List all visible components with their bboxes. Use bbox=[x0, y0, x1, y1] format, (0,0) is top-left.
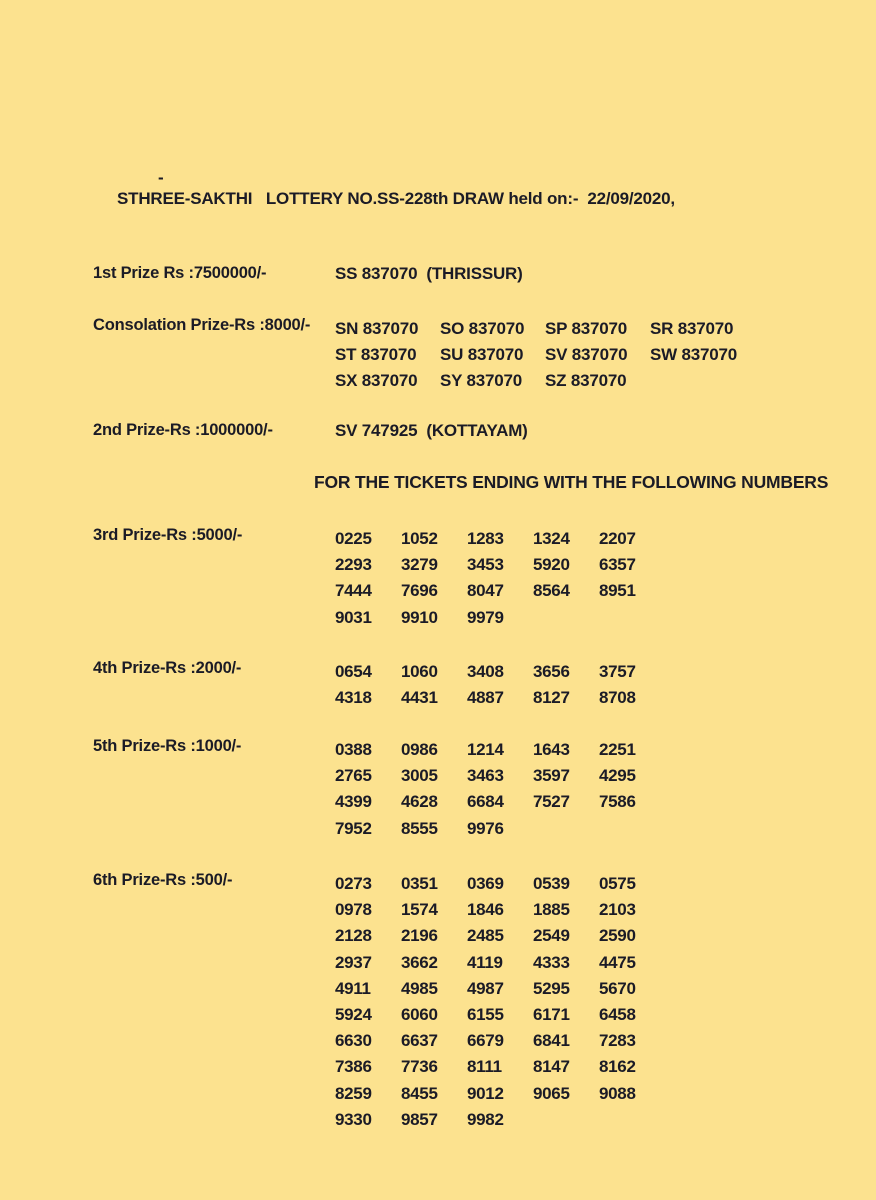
ticket-ending-number: 7444 bbox=[335, 581, 372, 601]
ticket-ending-number: 2937 bbox=[335, 952, 372, 972]
ticket-ending-number: 8455 bbox=[401, 1083, 438, 1103]
ticket-ending-number: 2293 bbox=[335, 555, 372, 575]
ticket-ending-number: 1885 bbox=[533, 900, 570, 920]
ticket-ending-number: 9857 bbox=[401, 1109, 438, 1129]
ticket-ending-number: 6155 bbox=[467, 1005, 504, 1025]
first-prize-label: 1st Prize Rs :7500000/- bbox=[93, 264, 267, 282]
ending-prize-numbers-grid bbox=[335, 737, 665, 842]
ticket-ending-number: 9982 bbox=[467, 1109, 504, 1129]
ticket-ending-number: 4987 bbox=[467, 978, 504, 998]
ticket-ending-number: 0369 bbox=[467, 874, 504, 893]
consolation-ticket-number: SV 837070 bbox=[545, 345, 628, 365]
ticket-ending-number: 8111 bbox=[467, 1057, 502, 1077]
ending-prize-numbers-grid bbox=[335, 526, 665, 631]
ticket-ending-number: 0539 bbox=[533, 874, 570, 893]
ticket-ending-number: 3408 bbox=[467, 662, 504, 681]
ticket-ending-number: 9012 bbox=[467, 1083, 504, 1103]
ticket-ending-number: 0654 bbox=[335, 662, 372, 681]
ticket-ending-number: 3757 bbox=[599, 662, 636, 681]
ticket-ending-number: 2590 bbox=[599, 926, 636, 946]
ticket-ending-number: 0388 bbox=[335, 740, 372, 759]
ticket-ending-number: 2549 bbox=[533, 926, 570, 946]
ticket-ending-number: 3463 bbox=[467, 766, 504, 786]
consolation-ticket-number: SR 837070 bbox=[650, 319, 734, 338]
ticket-ending-number: 4911 bbox=[335, 978, 371, 998]
ticket-ending-number: 7386 bbox=[335, 1057, 372, 1077]
consolation-ticket-number: SU 837070 bbox=[440, 345, 524, 365]
ticket-ending-number: 4333 bbox=[533, 952, 570, 972]
ticket-ending-number: 2251 bbox=[599, 740, 636, 759]
ticket-ending-number: 6171 bbox=[533, 1005, 570, 1025]
consolation-ticket-number: SY 837070 bbox=[440, 371, 523, 391]
ticket-ending-number: 6679 bbox=[467, 1031, 504, 1051]
ticket-ending-number: 1324 bbox=[533, 529, 570, 548]
ticket-ending-number: 9330 bbox=[335, 1109, 372, 1129]
consolation-winners-grid bbox=[335, 316, 755, 395]
ticket-ending-number: 6637 bbox=[401, 1031, 438, 1051]
ticket-ending-number: 1052 bbox=[401, 529, 438, 548]
ticket-ending-number: 2103 bbox=[599, 900, 636, 920]
ticket-ending-number: 2485 bbox=[467, 926, 504, 946]
ticket-ending-number: 9976 bbox=[467, 818, 504, 838]
ticket-ending-number: 7527 bbox=[533, 792, 570, 812]
ticket-ending-number: 5924 bbox=[335, 1005, 372, 1025]
ticket-ending-number: 3662 bbox=[401, 952, 438, 972]
ticket-ending-number: 1283 bbox=[467, 529, 504, 548]
ticket-ending-number: 8147 bbox=[533, 1057, 570, 1077]
ticket-ending-number: 4985 bbox=[401, 978, 438, 998]
ticket-ending-number: 9031 bbox=[335, 607, 372, 627]
ticket-ending-number: 3279 bbox=[401, 555, 438, 575]
ticket-ending-number: 4295 bbox=[599, 766, 636, 786]
ticket-ending-number: 8951 bbox=[599, 581, 636, 601]
ticket-ending-number: 5920 bbox=[533, 555, 570, 575]
ticket-ending-number: 6458 bbox=[599, 1005, 636, 1025]
ticket-ending-number: 6684 bbox=[467, 792, 504, 812]
ticket-ending-number: 7736 bbox=[401, 1057, 438, 1077]
ticket-ending-number: 3597 bbox=[533, 766, 570, 786]
ticket-ending-number: 8047 bbox=[467, 581, 504, 601]
ticket-ending-number: 5295 bbox=[533, 978, 570, 998]
ticket-ending-number: 1643 bbox=[533, 740, 570, 759]
ticket-ending-number: 0225 bbox=[335, 529, 372, 548]
consolation-ticket-number: SX 837070 bbox=[335, 371, 418, 391]
ending-prize-label: 4th Prize-Rs :2000/- bbox=[93, 659, 242, 677]
ticket-ending-number: 6630 bbox=[335, 1031, 372, 1051]
first-prize-winner: SS 837070 (THRISSUR) bbox=[335, 264, 523, 283]
ticket-ending-number: 1574 bbox=[401, 900, 438, 920]
ending-prize-label: 5th Prize-Rs :1000/- bbox=[93, 737, 242, 755]
ticket-ending-number: 9910 bbox=[401, 607, 438, 627]
consolation-ticket-number: SP 837070 bbox=[545, 319, 628, 338]
ticket-ending-number: 9065 bbox=[533, 1083, 570, 1103]
ending-prize-numbers-grid bbox=[335, 659, 665, 711]
ticket-ending-number: 3005 bbox=[401, 766, 438, 786]
ticket-ending-number: 4887 bbox=[467, 688, 504, 708]
ticket-ending-number: 0986 bbox=[401, 740, 438, 759]
ticket-ending-number: 5670 bbox=[599, 978, 636, 998]
consolation-prize-label: Consolation Prize-Rs :8000/- bbox=[93, 316, 311, 334]
ending-prize-label: 3rd Prize-Rs :5000/- bbox=[93, 526, 243, 544]
ticket-ending-number: 6357 bbox=[599, 555, 636, 575]
ticket-ending-number: 0978 bbox=[335, 900, 372, 920]
ticket-ending-number: 1214 bbox=[467, 740, 504, 759]
ticket-ending-number: 8162 bbox=[599, 1057, 636, 1077]
second-prize-label: 2nd Prize-Rs :1000000/- bbox=[93, 421, 273, 439]
ticket-ending-number: 0273 bbox=[335, 874, 372, 893]
ticket-ending-number: 7696 bbox=[401, 581, 438, 601]
ticket-ending-number: 0575 bbox=[599, 874, 636, 893]
consolation-ticket-number: SO 837070 bbox=[440, 319, 525, 338]
ticket-ending-number: 4475 bbox=[599, 952, 636, 972]
consolation-ticket-number: SN 837070 bbox=[335, 319, 419, 338]
consolation-ticket-number: SW 837070 bbox=[650, 345, 738, 365]
ticket-ending-number: 7952 bbox=[335, 818, 372, 838]
ending-prize-numbers-grid bbox=[335, 871, 665, 1133]
ticket-ending-number: 2128 bbox=[335, 926, 372, 946]
ticket-ending-number: 2196 bbox=[401, 926, 438, 946]
second-prize-winner: SV 747925 (KOTTAYAM) bbox=[335, 421, 528, 440]
ticket-ending-number: 7586 bbox=[599, 792, 636, 812]
ticket-ending-number: 4431 bbox=[401, 688, 438, 708]
consolation-ticket-number: SZ 837070 bbox=[545, 371, 627, 391]
ending-numbers-heading: FOR THE TICKETS ENDING WITH THE FOLLOWING NUMBERS bbox=[314, 472, 829, 492]
consolation-ticket-number: ST 837070 bbox=[335, 345, 417, 365]
ticket-ending-number: 4119 bbox=[467, 952, 503, 972]
ticket-ending-number: 1060 bbox=[401, 662, 438, 681]
ticket-ending-number: 8259 bbox=[335, 1083, 372, 1103]
ticket-ending-number: 4628 bbox=[401, 792, 438, 812]
page-title: STHREE-SAKTHI LOTTERY NO.SS-228th DRAW held on:- 22/09/2020, bbox=[117, 189, 675, 208]
ticket-ending-number: 9979 bbox=[467, 607, 504, 627]
ticket-ending-number: 7283 bbox=[599, 1031, 636, 1051]
ticket-ending-number: 8555 bbox=[401, 818, 438, 838]
ticket-ending-number: 2765 bbox=[335, 766, 372, 786]
stray-dash-mark: - bbox=[158, 168, 164, 187]
ticket-ending-number: 6841 bbox=[533, 1031, 570, 1051]
ticket-ending-number: 1846 bbox=[467, 900, 504, 920]
ticket-ending-number: 0351 bbox=[401, 874, 438, 893]
ticket-ending-number: 2207 bbox=[599, 529, 636, 548]
ticket-ending-number: 3453 bbox=[467, 555, 504, 575]
ticket-ending-number: 8127 bbox=[533, 688, 570, 708]
ticket-ending-number: 3656 bbox=[533, 662, 570, 681]
ending-prize-label: 6th Prize-Rs :500/- bbox=[93, 871, 233, 889]
ticket-ending-number: 8708 bbox=[599, 688, 636, 708]
ticket-ending-number: 9088 bbox=[599, 1083, 636, 1103]
ticket-ending-number: 8564 bbox=[533, 581, 570, 601]
ticket-ending-number: 6060 bbox=[401, 1005, 438, 1025]
ticket-ending-number: 4318 bbox=[335, 688, 372, 708]
ticket-ending-number: 4399 bbox=[335, 792, 372, 812]
